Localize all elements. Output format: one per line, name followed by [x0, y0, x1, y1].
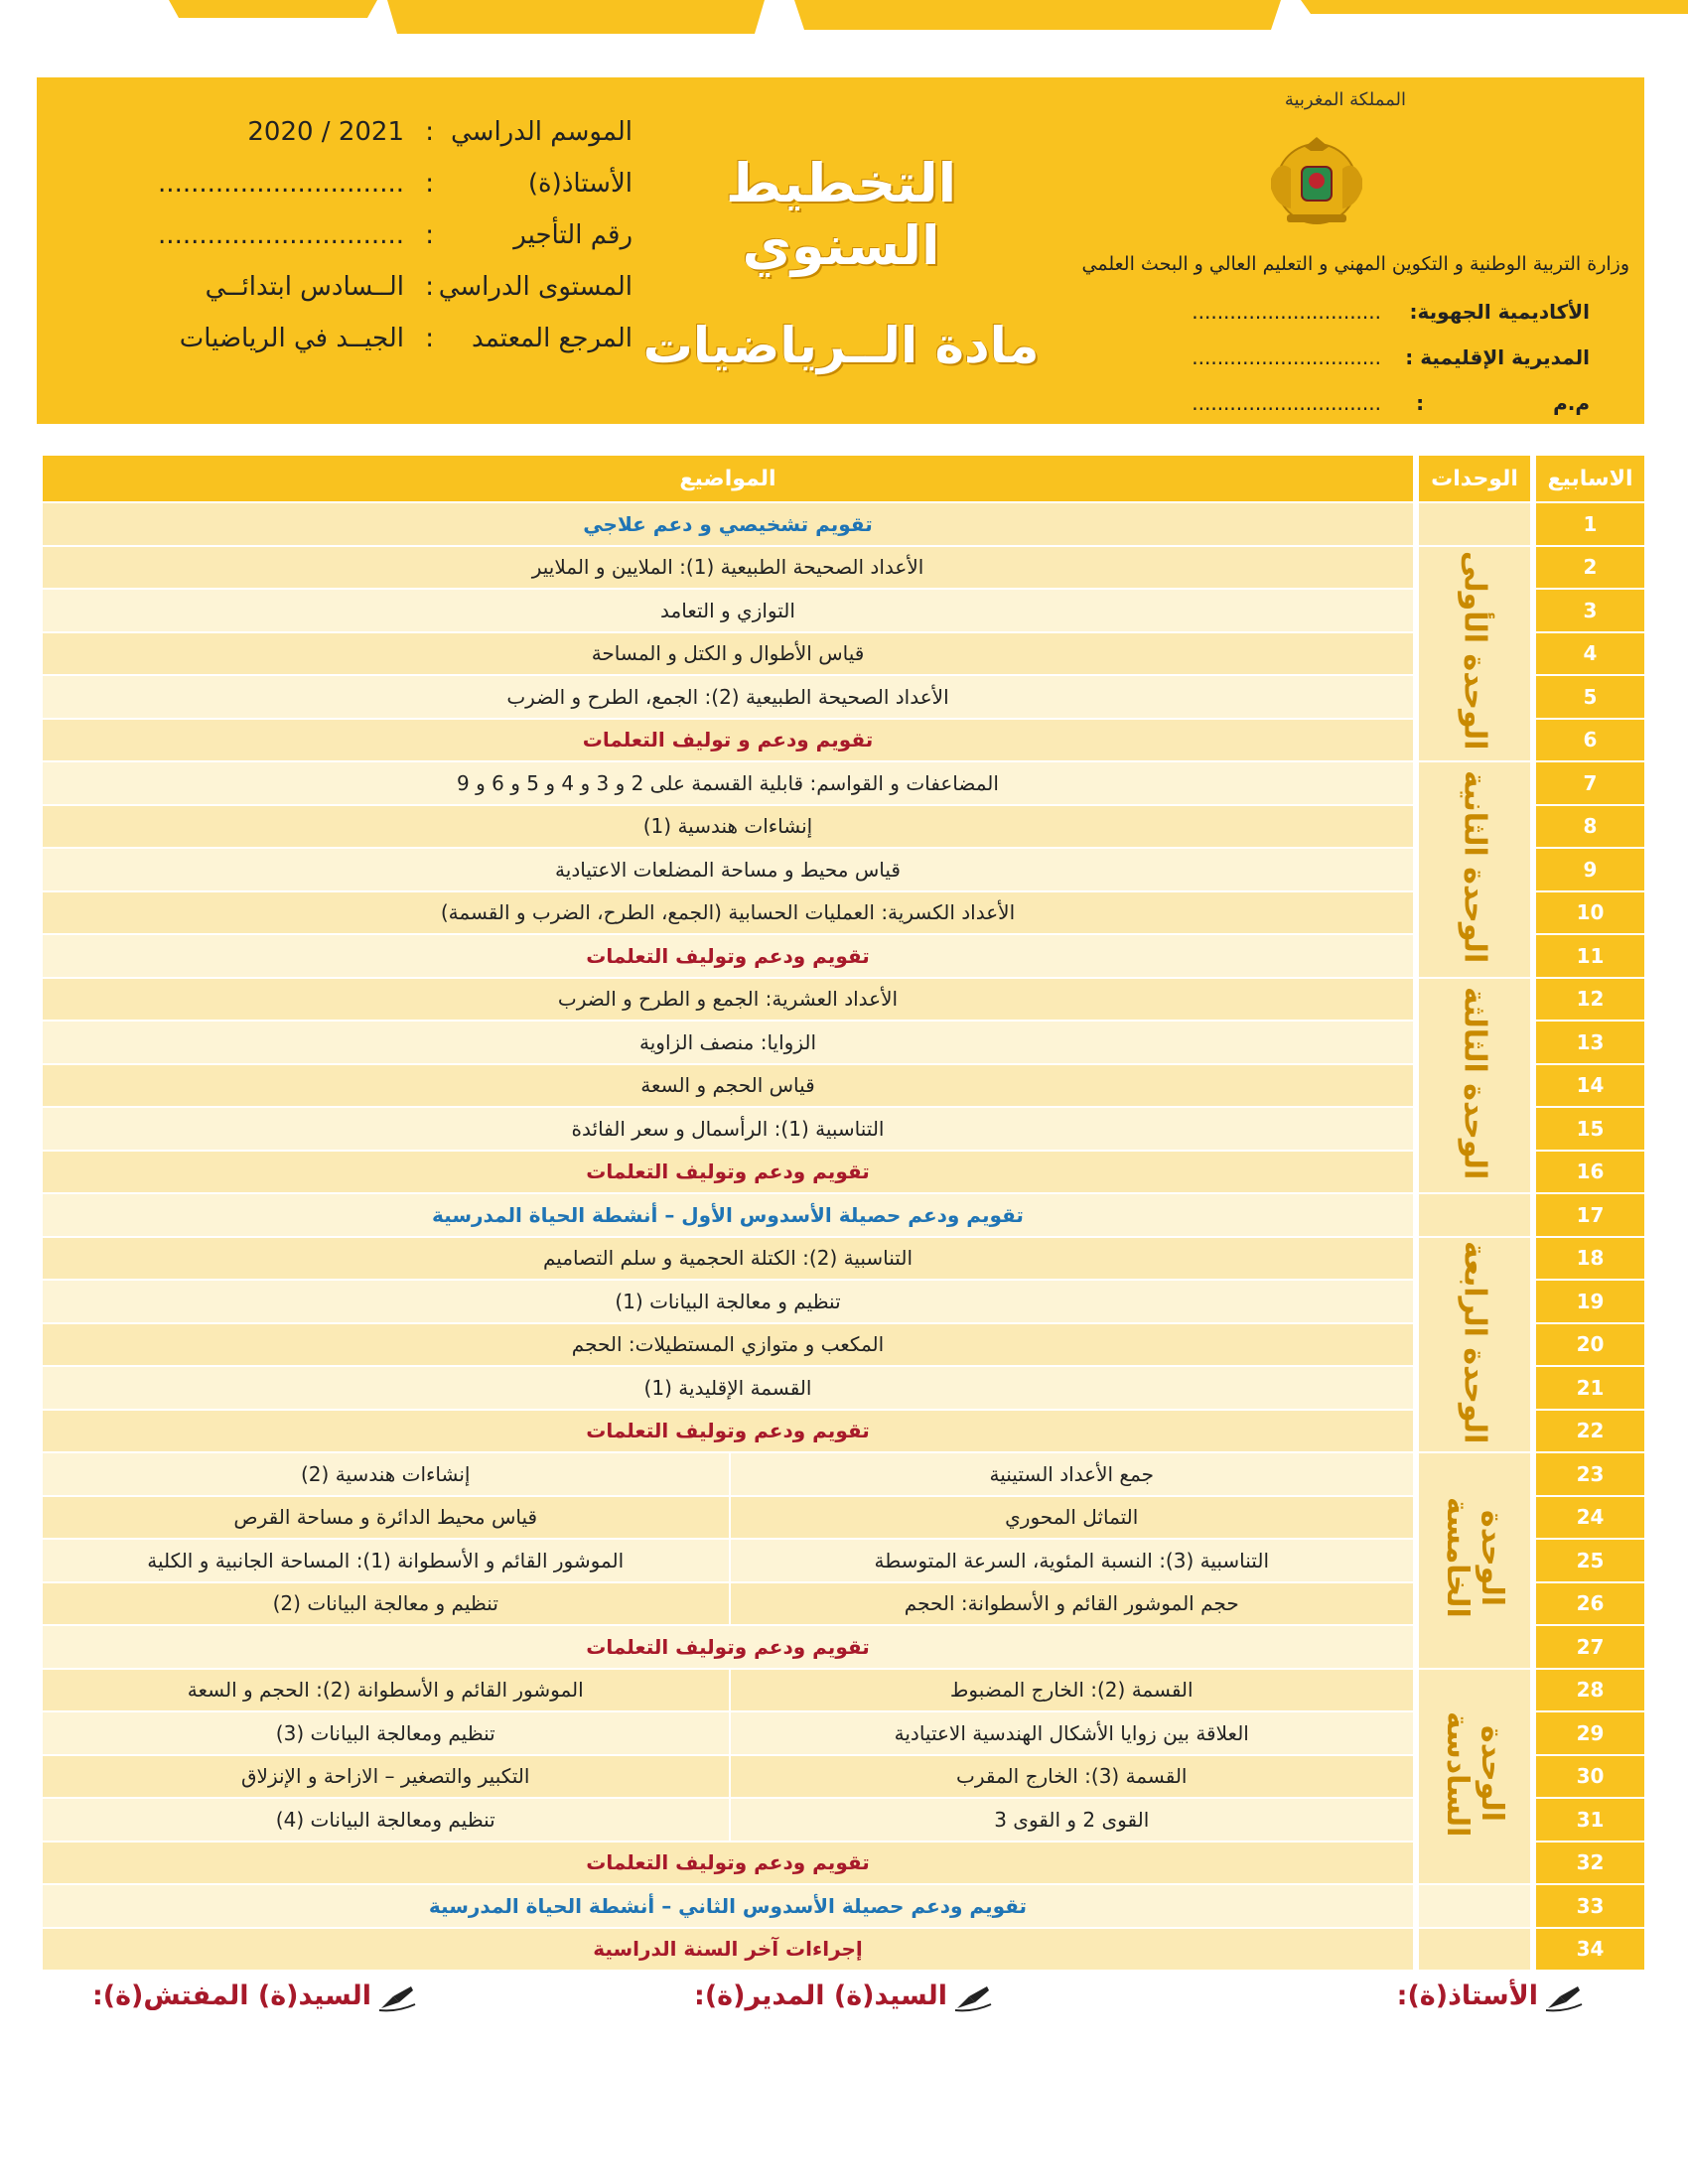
table-header-row [43, 456, 1644, 502]
id-label: رقم التأجير [513, 220, 633, 250]
unit-cell-empty [1416, 1884, 1533, 1928]
week-number: 29 [1533, 1711, 1644, 1755]
table-row [43, 1064, 1644, 1108]
top-decoration [0, 0, 1688, 40]
pen-icon [377, 1982, 417, 2012]
topic-cell: تنظيم ومعالجة البيانات (3) [43, 1711, 730, 1755]
info-block [116, 117, 633, 375]
directorate-label: المديرية الإقليمية : [1405, 345, 1590, 369]
page-title: التخطيط السنوي [725, 152, 957, 277]
week-number: 14 [1533, 1064, 1644, 1108]
inspector-signature [92, 1980, 417, 2012]
topic-cell: تقويم ودعم وتوليف التعلمات [43, 934, 1416, 978]
week-number: 22 [1533, 1410, 1644, 1453]
table-row [43, 546, 1644, 590]
topic-cell: جمع الأعداد الستينية [730, 1452, 1417, 1496]
planning-table [43, 456, 1644, 1972]
topic-cell: الزوايا: منصف الزاوية [43, 1021, 1416, 1064]
week-number: 13 [1533, 1021, 1644, 1064]
week-number: 30 [1533, 1755, 1644, 1799]
topic-cell: القوى 2 و القوى 3 [730, 1798, 1417, 1842]
table-row [43, 978, 1644, 1022]
reference-row [116, 324, 633, 375]
table-row [43, 761, 1644, 805]
table-row [43, 1711, 1644, 1755]
week-number: 33 [1533, 1884, 1644, 1928]
header-banner [37, 77, 1644, 424]
week-number: 18 [1533, 1237, 1644, 1281]
inspector-signature-label: السيد(ة) المفتش(ة): [91, 1980, 371, 2011]
topic-cell: تنظيم ومعالجة البيانات (4) [43, 1798, 730, 1842]
table-row [43, 1928, 1644, 1972]
week-number: 6 [1533, 719, 1644, 762]
table-row [43, 589, 1644, 632]
unit-label: الوحدة الخامسة [1440, 1497, 1509, 1619]
topic-cell: تقويم ودعم حصيلة الأسدوس الثاني – أنشطة الحياة المدرسية [43, 1884, 1416, 1928]
teacher-signature-label: الأستاذ(ة): [1396, 1980, 1538, 2011]
week-number: 34 [1533, 1928, 1644, 1972]
topic-cell: تقويم ودعم وتوليف التعلمات [43, 1151, 1416, 1194]
unit-cell [1416, 1237, 1533, 1453]
week-number: 19 [1533, 1280, 1644, 1323]
week-number: 1 [1533, 502, 1644, 546]
table-row [43, 1452, 1644, 1496]
school-line [1192, 391, 1590, 415]
topic-cell: التماثل المحوري [730, 1496, 1417, 1540]
table-row [43, 1237, 1644, 1281]
topic-cell: إجراءات آخر السنة الدراسية [43, 1928, 1416, 1972]
table-row [43, 1539, 1644, 1582]
table-row [43, 1107, 1644, 1151]
topic-cell: إنشاءات هندسية (1) [43, 805, 1416, 849]
table-row [43, 1625, 1644, 1669]
table-row [43, 1323, 1644, 1367]
table-row [43, 1669, 1644, 1712]
topic-cell: التناسبية (2): الكتلة الحجمية و سلم التصاميم [43, 1237, 1416, 1281]
unit-cell [1416, 1669, 1533, 1885]
topic-cell: القسمة (2): الخارج المضبوط [730, 1669, 1417, 1712]
topic-cell: قياس محيط و مساحة المضلعات الاعتيادية [43, 848, 1416, 891]
week-number: 16 [1533, 1151, 1644, 1194]
topic-cell: تقويم ودعم وتوليف التعلمات [43, 1842, 1416, 1885]
topic-cell: الموشور القائم و الأسطوانة (2): الحجم و السعة [43, 1669, 730, 1712]
school-label: م.م: [1416, 391, 1590, 415]
table-row [43, 1021, 1644, 1064]
topic-cell: تقويم ودعم وتوليف التعلمات [43, 1625, 1416, 1669]
week-number: 27 [1533, 1625, 1644, 1669]
pen-icon [953, 1982, 993, 2012]
table-row [43, 1798, 1644, 1842]
coat-of-arms-icon [1257, 129, 1376, 228]
table-row [43, 675, 1644, 719]
topic-cell: تقويم ودعم حصيلة الأسدوس الأول – أنشطة الحياة المدرسية [43, 1193, 1416, 1237]
unit-label: الوحدة الثالثة [1457, 986, 1492, 1179]
table-row [43, 1366, 1644, 1410]
table-row [43, 1151, 1644, 1194]
subject-title: مادة الــرياضيات [642, 317, 1040, 374]
table-row [43, 1193, 1644, 1237]
topic-cell: القسمة (3): الخارج المقرب [730, 1755, 1417, 1799]
week-number: 11 [1533, 934, 1644, 978]
reference-label: المرجع المعتمد [472, 324, 633, 353]
unit-cell [1416, 546, 1533, 762]
season-row [116, 117, 633, 169]
topic-cell: القسمة الإقليدية (1) [43, 1366, 1416, 1410]
week-number: 10 [1533, 891, 1644, 935]
reference-sep: : [425, 324, 434, 353]
topic-cell: الأعداد العشرية: الجمع و الطرح و الضرب [43, 978, 1416, 1022]
unit-cell-empty [1416, 502, 1533, 546]
table-row [43, 632, 1644, 676]
table-row [43, 1842, 1644, 1885]
season-value: 2021 / 2020 [247, 117, 404, 147]
table-row [43, 502, 1644, 546]
teacher-signature [1397, 1980, 1584, 2012]
table-row [43, 1280, 1644, 1323]
level-sep: : [425, 272, 434, 302]
unit-cell [1416, 978, 1533, 1194]
unit-label: الوحدة الثانية [1457, 770, 1492, 964]
topic-cell: الموشور القائم و الأسطوانة (1): المساحة الجانبية و الكلية [43, 1539, 730, 1582]
id-row [116, 220, 633, 272]
topic-cell: قياس الأطوال و الكتل و المساحة [43, 632, 1416, 676]
topic-cell: تقويم ودعم و توليف التعلمات [43, 719, 1416, 762]
week-number: 25 [1533, 1539, 1644, 1582]
week-number: 12 [1533, 978, 1644, 1022]
pen-icon [1544, 1982, 1584, 2012]
table-row [43, 1884, 1644, 1928]
table-row [43, 719, 1644, 762]
topic-cell: الأعداد الصحيحة الطبيعية (1): الملايين و الملايير [43, 546, 1416, 590]
topic-cell: العلاقة بين زوايا الأشكال الهندسية الاعتيادية [730, 1711, 1417, 1755]
week-number: 24 [1533, 1496, 1644, 1540]
teacher-sep: : [425, 169, 434, 199]
topic-cell: تقويم ودعم وتوليف التعلمات [43, 1410, 1416, 1453]
topic-cell: الأعداد الكسرية: العمليات الحسابية (الجمع، الطرح، الضرب و القسمة) [43, 891, 1416, 935]
week-number: 8 [1533, 805, 1644, 849]
unit-label: الوحدة الرابعة [1457, 1240, 1492, 1443]
topic-cell: تقويم تشخيصي و دعم علاجي [43, 502, 1416, 546]
week-number: 17 [1533, 1193, 1644, 1237]
topic-cell: التناسبية (3): النسبة المئوية، السرعة المتوسطة [730, 1539, 1417, 1582]
title-block [623, 152, 1059, 374]
topic-cell: الأعداد الصحيحة الطبيعية (2): الجمع، الطرح و الضرب [43, 675, 1416, 719]
id-sep: : [425, 220, 434, 250]
level-label: المستوى الدراسي [438, 272, 633, 302]
week-number: 9 [1533, 848, 1644, 891]
topic-cell: التوازي و التعامد [43, 589, 1416, 632]
teacher-row [116, 169, 633, 220]
academy-value[interactable]: .............................. [1192, 300, 1381, 324]
topic-cell: إنشاءات هندسية (2) [43, 1452, 730, 1496]
reference-value: الجيــد في الرياضيات [179, 324, 404, 353]
level-row [116, 272, 633, 324]
week-number: 4 [1533, 632, 1644, 676]
season-label: الموسم الدراسي [451, 117, 633, 147]
unit-cell-empty [1416, 1928, 1533, 1972]
table-row [43, 1496, 1644, 1540]
teacher-label: الأستاذ(ة) [527, 169, 633, 199]
director-signature-label: السيد(ة) المدير(ة): [694, 1980, 947, 2011]
week-number: 20 [1533, 1323, 1644, 1367]
topic-cell: التناسبية (1): الرأسمال و سعر الفائدة [43, 1107, 1416, 1151]
col-topics-header: المواضيع [43, 456, 1416, 502]
table-row [43, 805, 1644, 849]
season-sep: : [425, 117, 434, 147]
topic-cell: قياس محيط الدائرة و مساحة القرص [43, 1496, 730, 1540]
unit-cell [1416, 1452, 1533, 1669]
topic-cell: قياس الحجم و السعة [43, 1064, 1416, 1108]
week-number: 31 [1533, 1798, 1644, 1842]
table-row [43, 1410, 1644, 1453]
col-weeks-header: الاسابيع [1533, 456, 1644, 502]
administration-block [1073, 89, 1629, 415]
topic-cell: حجم الموشور القائم و الأسطوانة: الحجم [730, 1582, 1417, 1626]
topic-cell: المضاعفات و القواسم: قابلية القسمة على 2 و 3 و 4 و 5 و 6 و 9 [43, 761, 1416, 805]
week-number: 28 [1533, 1669, 1644, 1712]
ministry-name: وزارة التربية الوطنية و التكوين المهني و التعليم العالي و البحث العلمي [1081, 253, 1629, 275]
week-number: 5 [1533, 675, 1644, 719]
level-value: الــسادس ابتدائــي [205, 272, 404, 302]
kingdom-name: المملكة المغربية [1284, 89, 1406, 110]
week-number: 26 [1533, 1582, 1644, 1626]
signatures-row [0, 1980, 1688, 2030]
id-value[interactable]: .............................. [158, 220, 404, 250]
col-units-header: الوحدات [1416, 456, 1533, 502]
unit-cell-empty [1416, 1193, 1533, 1237]
week-number: 7 [1533, 761, 1644, 805]
unit-label: الوحدة الأولى [1457, 551, 1492, 751]
topic-cell: المكعب و متوازي المستطيلات: الحجم [43, 1323, 1416, 1367]
unit-label: الوحدة السادسة [1440, 1710, 1509, 1837]
topic-cell: تنظيم و معالجة البيانات (1) [43, 1280, 1416, 1323]
week-number: 2 [1533, 546, 1644, 590]
week-number: 32 [1533, 1842, 1644, 1885]
topic-cell: التكبير والتصغير – الازاحة و الإنزلاق [43, 1755, 730, 1799]
academy-label: الأكاديمية الجهوية: [1409, 300, 1590, 324]
director-signature [694, 1980, 993, 2012]
unit-cell [1416, 761, 1533, 978]
table-row [43, 891, 1644, 935]
directorate-line [1192, 345, 1590, 369]
week-number: 23 [1533, 1452, 1644, 1496]
directorate-value[interactable]: .............................. [1192, 345, 1381, 369]
academy-line [1192, 300, 1590, 324]
teacher-value[interactable]: .............................. [158, 169, 404, 199]
week-number: 3 [1533, 589, 1644, 632]
table-row [43, 848, 1644, 891]
school-value[interactable]: .............................. [1192, 391, 1381, 415]
week-number: 21 [1533, 1366, 1644, 1410]
week-number: 15 [1533, 1107, 1644, 1151]
topic-cell: تنظيم و معالجة البيانات (2) [43, 1582, 730, 1626]
table-row [43, 1755, 1644, 1799]
table-row [43, 934, 1644, 978]
table-row [43, 1582, 1644, 1626]
